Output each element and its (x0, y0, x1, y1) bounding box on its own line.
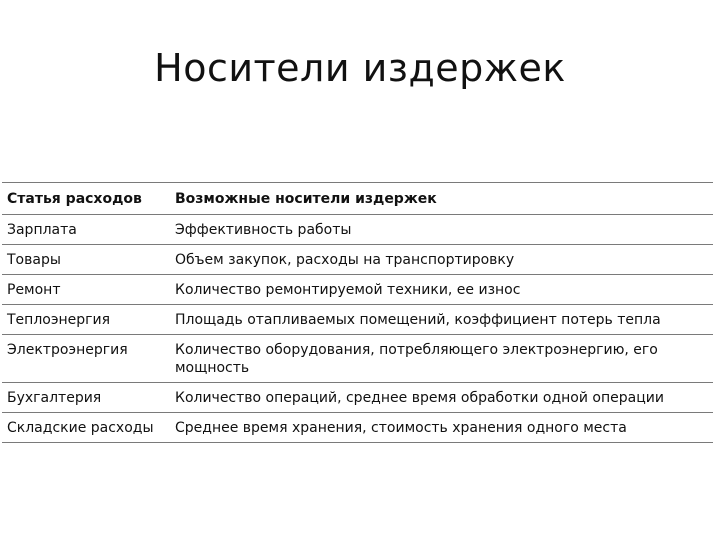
cost-driver-cell: Количество операций, среднее время обработки одной операции (165, 383, 713, 413)
table-row (2, 383, 713, 413)
cost-item-cell: Ремонт (2, 275, 165, 305)
cost-item-cell: Электроэнергия (2, 335, 165, 383)
column-header-cost-drivers: Возможные носители издержек (165, 183, 713, 215)
cost-driver-cell: Среднее время хранения, стоимость хранения одного места (165, 413, 713, 443)
table-row (2, 215, 713, 245)
cost-item-cell: Бухгалтерия (2, 383, 165, 413)
table-row (2, 275, 713, 305)
page-title: Носители издержек (154, 46, 566, 90)
cost-item-cell: Зарплата (2, 215, 165, 245)
cost-driver-cell: Количество ремонтируемой техники, ее износ (165, 275, 713, 305)
table-row (2, 245, 713, 275)
table-header-row (2, 183, 713, 215)
cost-item-cell: Складские расходы (2, 413, 165, 443)
table-row (2, 305, 713, 335)
cost-driver-cell: Площадь отапливаемых помещений, коэффициент потерь тепла (165, 305, 713, 335)
table-row (2, 335, 713, 383)
table-row (2, 413, 713, 443)
cost-driver-cell: Количество оборудования, потребляющего электроэнергию, его мощность (165, 335, 713, 383)
cost-item-cell: Теплоэнергия (2, 305, 165, 335)
column-header-cost-item: Статья расходов (2, 183, 165, 215)
cost-item-cell: Товары (2, 245, 165, 275)
cost-drivers-table (2, 182, 713, 443)
cost-driver-cell: Эффективность работы (165, 215, 713, 245)
cost-driver-cell: Объем закупок, расходы на транспортировку (165, 245, 713, 275)
